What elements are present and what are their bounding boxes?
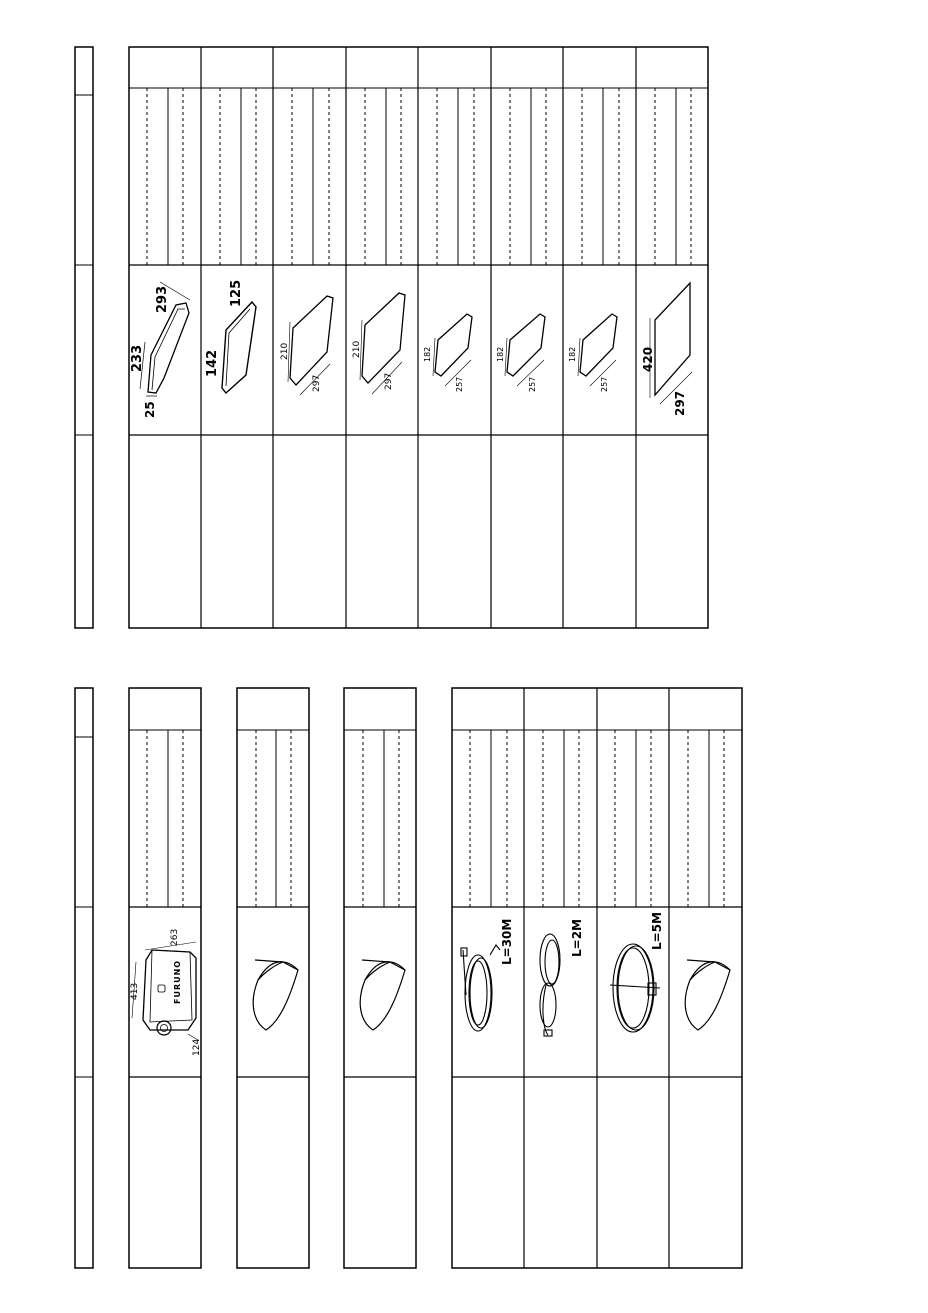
bottom-group-2 (237, 688, 309, 1268)
top-table (75, 47, 708, 628)
dim-sheet6-w: 297 (673, 390, 687, 416)
item-drawing-sheet-b5-3 (568, 314, 617, 392)
item-drawing-cable-5m (610, 912, 664, 1032)
dim-sheet4-h: 182 (496, 346, 505, 362)
dim-sheet5-h: 182 (568, 346, 577, 362)
dim-card-h: 233 (130, 344, 145, 372)
item-drawing-bag-2 (360, 960, 405, 1030)
dim-sheet1-w: 297 (312, 374, 322, 392)
dim-sheet2-h: 210 (352, 340, 362, 358)
bottom-group-3 (344, 688, 416, 1268)
dim-card-w: 293 (155, 285, 170, 313)
item-drawing-bag-1 (253, 960, 298, 1030)
dim-sheet2-w: 297 (384, 372, 394, 390)
dim-unit-d: 124 (192, 1038, 202, 1056)
item-drawing-unit (130, 929, 202, 1056)
dim-unit-w: 263 (170, 928, 180, 946)
top-header-strip (75, 47, 93, 628)
dim-card-d: 25 (143, 401, 157, 418)
cable-30m-label: L=30M (500, 918, 514, 965)
dim-sheet4-w: 257 (528, 376, 537, 392)
dim-unit-h: 413 (130, 982, 140, 1000)
item-drawing-cable-2m (540, 919, 584, 1036)
cable-5m-label: L=5M (650, 912, 664, 950)
item-drawing-sheet-a4-1 (280, 296, 333, 395)
dim-sheet3-h: 182 (423, 346, 432, 362)
dim-sheet5-w: 257 (600, 376, 609, 392)
item-drawing-sheet-a3 (641, 283, 692, 416)
cable-2m-label: L=2M (570, 919, 584, 957)
brand-logo-text: FURUNO (173, 959, 182, 1004)
item-drawing-sheet-b5-1 (423, 314, 472, 392)
item-drawing-sheet-b5-2 (496, 314, 545, 392)
dim-flat-h: 142 (205, 349, 220, 377)
item-drawing-sheet-a4-2 (352, 293, 405, 394)
item-drawing-cable-30m (461, 919, 514, 1031)
bottom-header-strip (75, 688, 93, 1268)
item-drawing-bag-3 (685, 960, 730, 1030)
dim-flat-w: 125 (229, 279, 244, 307)
dim-sheet6-h: 420 (641, 346, 655, 372)
item-drawing-card (130, 282, 190, 418)
dim-sheet3-w: 257 (455, 376, 464, 392)
bottom-group-1 (129, 688, 201, 1268)
item-drawing-flat (205, 280, 256, 393)
dim-sheet1-h: 210 (280, 342, 290, 360)
